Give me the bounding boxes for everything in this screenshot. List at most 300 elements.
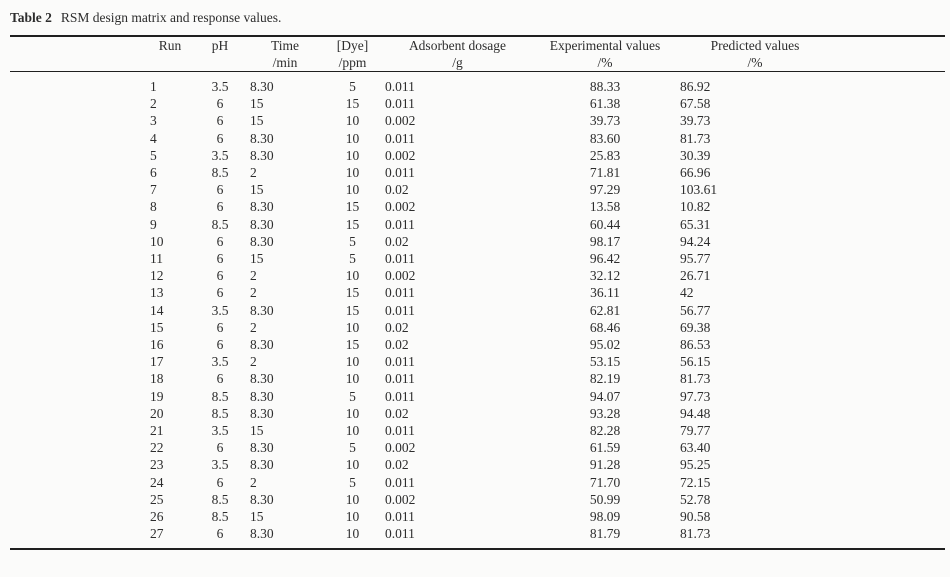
spacer-cell bbox=[830, 72, 945, 96]
cell-predicted: 86.92 bbox=[680, 79, 711, 94]
cell-time: 15 bbox=[250, 251, 264, 267]
spacer-cell bbox=[830, 130, 945, 147]
cell-time: 15 bbox=[250, 423, 264, 439]
cell-time: 8.30 bbox=[250, 130, 274, 146]
cell-ph: 6 bbox=[216, 130, 224, 146]
cell-run: 3 bbox=[150, 113, 157, 129]
cell-predicted: 56.77 bbox=[680, 302, 711, 318]
cell-ph: 8.5 bbox=[211, 388, 229, 404]
cell-predicted: 90.58 bbox=[680, 509, 711, 525]
table-row bbox=[10, 456, 945, 473]
cell-dosage: 0.011 bbox=[385, 354, 415, 370]
spacer-cell bbox=[830, 36, 945, 72]
table-row bbox=[10, 130, 945, 147]
col-header-predicted bbox=[680, 36, 830, 72]
cell-ph: 3.5 bbox=[211, 457, 229, 473]
table-row bbox=[10, 474, 945, 491]
cell-experimental: 61.59 bbox=[589, 440, 621, 456]
table-row bbox=[10, 233, 945, 250]
cell-predicted: 97.73 bbox=[680, 388, 711, 404]
spacer-cell bbox=[830, 250, 945, 267]
spacer-cell bbox=[10, 36, 150, 72]
col-header-experimental-line2: /% bbox=[597, 55, 613, 70]
col-header-time-line1: Time bbox=[270, 38, 299, 53]
cell-time: 8.30 bbox=[250, 440, 274, 456]
cell-run: 13 bbox=[150, 285, 164, 301]
spacer-cell bbox=[830, 164, 945, 181]
cell-ph: 6 bbox=[216, 474, 224, 490]
spacer-cell bbox=[830, 95, 945, 112]
table-row bbox=[10, 439, 945, 456]
spacer-cell bbox=[830, 284, 945, 301]
cell-dye: 15 bbox=[345, 337, 360, 353]
rsm-design-matrix-table bbox=[10, 35, 945, 550]
table-row bbox=[10, 216, 945, 233]
cell-dye: 10 bbox=[345, 130, 360, 146]
spacer-cell bbox=[10, 216, 150, 233]
cell-run: 15 bbox=[150, 319, 164, 335]
cell-dosage: 0.011 bbox=[385, 96, 415, 112]
cell-experimental: 71.81 bbox=[589, 165, 621, 181]
cell-ph: 8.5 bbox=[211, 405, 229, 421]
cell-run: 2 bbox=[150, 96, 157, 112]
cell-predicted: 67.58 bbox=[680, 96, 711, 112]
cell-dosage: 0.011 bbox=[385, 130, 415, 146]
cell-experimental: 39.73 bbox=[589, 113, 621, 129]
spacer-cell bbox=[10, 388, 150, 405]
cell-experimental: 62.81 bbox=[589, 302, 621, 318]
cell-dye: 5 bbox=[349, 251, 356, 267]
table-row bbox=[10, 112, 945, 129]
cell-experimental: 94.07 bbox=[589, 388, 621, 404]
cell-dosage: 0.011 bbox=[385, 165, 415, 181]
cell-experimental: 81.79 bbox=[589, 526, 621, 542]
cell-experimental: 98.09 bbox=[589, 509, 621, 525]
cell-ph: 3.5 bbox=[211, 79, 229, 94]
cell-run: 7 bbox=[150, 182, 157, 198]
spacer-cell bbox=[10, 336, 150, 353]
cell-predicted: 66.96 bbox=[680, 165, 711, 181]
cell-predicted: 26.71 bbox=[680, 268, 711, 284]
cell-experimental: 83.60 bbox=[589, 130, 621, 146]
spacer-cell bbox=[830, 474, 945, 491]
cell-dye: 10 bbox=[345, 182, 360, 198]
table-row bbox=[10, 95, 945, 112]
cell-run: 18 bbox=[150, 371, 164, 387]
spacer-cell bbox=[10, 525, 150, 549]
cell-dye: 5 bbox=[349, 233, 356, 249]
table-row bbox=[10, 250, 945, 267]
spacer-cell bbox=[10, 95, 150, 112]
cell-dye: 10 bbox=[345, 423, 360, 439]
cell-dye: 10 bbox=[345, 405, 360, 421]
cell-time: 8.30 bbox=[250, 491, 274, 507]
cell-dye: 5 bbox=[349, 388, 356, 404]
table-row bbox=[10, 405, 945, 422]
cell-dye: 10 bbox=[345, 319, 360, 335]
cell-experimental: 60.44 bbox=[589, 216, 621, 232]
spacer-cell bbox=[10, 370, 150, 387]
cell-dye: 15 bbox=[345, 199, 360, 215]
cell-predicted: 79.77 bbox=[680, 423, 711, 439]
cell-ph: 6 bbox=[216, 268, 224, 284]
spacer-cell bbox=[10, 233, 150, 250]
cell-experimental: 61.38 bbox=[589, 96, 621, 112]
col-header-ph bbox=[190, 36, 250, 72]
col-header-run bbox=[150, 36, 190, 72]
spacer-cell bbox=[10, 181, 150, 198]
cell-dye: 10 bbox=[345, 457, 360, 473]
cell-predicted: 94.24 bbox=[680, 233, 711, 249]
col-header-run-line1: Run bbox=[158, 38, 182, 53]
cell-dosage: 0.02 bbox=[385, 319, 409, 335]
spacer-cell bbox=[830, 508, 945, 525]
spacer-cell bbox=[10, 267, 150, 284]
cell-predicted: 65.31 bbox=[680, 216, 711, 232]
cell-time: 8.30 bbox=[250, 337, 274, 353]
cell-time: 8.30 bbox=[250, 216, 274, 232]
spacer-cell bbox=[10, 319, 150, 336]
table-row bbox=[10, 336, 945, 353]
cell-predicted: 103.61 bbox=[680, 182, 718, 198]
table-title bbox=[0, 0, 950, 35]
cell-predicted: 42 bbox=[680, 285, 694, 301]
cell-ph: 3.5 bbox=[211, 354, 229, 370]
cell-run: 11 bbox=[150, 251, 163, 267]
col-header-dye-line2: /ppm bbox=[338, 55, 367, 70]
cell-ph: 6 bbox=[216, 96, 224, 112]
col-header-dosage-line1: Adsorbent dosage bbox=[408, 38, 507, 53]
spacer-cell bbox=[10, 508, 150, 525]
spacer-cell bbox=[830, 388, 945, 405]
cell-dye: 10 bbox=[345, 147, 360, 163]
spacer-cell bbox=[10, 198, 150, 215]
cell-time: 15 bbox=[250, 113, 264, 129]
cell-ph: 3.5 bbox=[211, 147, 229, 163]
col-header-dosage bbox=[385, 36, 530, 72]
cell-dosage: 0.011 bbox=[385, 509, 415, 525]
spacer-cell bbox=[10, 491, 150, 508]
spacer-cell bbox=[10, 147, 150, 164]
spacer-cell bbox=[10, 302, 150, 319]
spacer-cell bbox=[10, 439, 150, 456]
cell-experimental: 36.11 bbox=[590, 285, 620, 301]
cell-dosage: 0.002 bbox=[385, 199, 416, 215]
cell-predicted: 56.15 bbox=[680, 354, 711, 370]
cell-dye: 10 bbox=[345, 113, 360, 129]
cell-experimental: 82.28 bbox=[589, 423, 621, 439]
cell-time: 8.30 bbox=[250, 147, 274, 163]
cell-ph: 6 bbox=[216, 526, 224, 542]
cell-experimental: 53.15 bbox=[589, 354, 621, 370]
table-row bbox=[10, 319, 945, 336]
cell-predicted: 39.73 bbox=[680, 113, 711, 129]
col-header-experimental bbox=[530, 36, 680, 72]
cell-run: 25 bbox=[150, 491, 164, 507]
cell-time: 15 bbox=[250, 182, 264, 198]
cell-run: 19 bbox=[150, 388, 164, 404]
spacer-cell bbox=[10, 405, 150, 422]
spacer-cell bbox=[830, 422, 945, 439]
header-row bbox=[10, 36, 945, 72]
cell-dosage: 0.002 bbox=[385, 440, 416, 456]
cell-predicted: 52.78 bbox=[680, 491, 711, 507]
cell-dye: 15 bbox=[345, 302, 360, 318]
cell-run: 24 bbox=[150, 474, 164, 490]
col-header-time bbox=[250, 36, 320, 72]
cell-run: 5 bbox=[150, 147, 157, 163]
spacer-cell bbox=[830, 112, 945, 129]
cell-dosage: 0.002 bbox=[385, 491, 416, 507]
spacer-cell bbox=[830, 233, 945, 250]
table-row bbox=[10, 147, 945, 164]
cell-run: 1 bbox=[150, 79, 157, 94]
cell-dosage: 0.002 bbox=[385, 147, 416, 163]
cell-ph: 6 bbox=[216, 337, 224, 353]
cell-ph: 6 bbox=[216, 233, 224, 249]
cell-dosage: 0.011 bbox=[385, 285, 415, 301]
cell-dosage: 0.011 bbox=[385, 371, 415, 387]
cell-time: 2 bbox=[250, 354, 257, 370]
cell-experimental: 71.70 bbox=[589, 474, 621, 490]
cell-time: 15 bbox=[250, 509, 264, 525]
cell-ph: 6 bbox=[216, 251, 224, 267]
cell-time: 8.30 bbox=[250, 199, 274, 215]
spacer-cell bbox=[830, 525, 945, 549]
table-row bbox=[10, 284, 945, 301]
cell-time: 8.30 bbox=[250, 233, 274, 249]
cell-dosage: 0.02 bbox=[385, 457, 409, 473]
cell-run: 27 bbox=[150, 526, 164, 542]
table-header bbox=[10, 36, 945, 72]
cell-experimental: 82.19 bbox=[589, 371, 621, 387]
table-row bbox=[10, 72, 945, 96]
cell-dosage: 0.011 bbox=[385, 302, 415, 318]
cell-ph: 8.5 bbox=[211, 216, 229, 232]
cell-time: 8.30 bbox=[250, 457, 274, 473]
spacer-cell bbox=[830, 319, 945, 336]
cell-predicted: 10.82 bbox=[680, 199, 711, 215]
cell-run: 21 bbox=[150, 423, 164, 439]
col-header-run-line2 bbox=[150, 54, 190, 71]
cell-dosage: 0.011 bbox=[385, 526, 415, 542]
spacer-cell bbox=[10, 112, 150, 129]
col-header-dosage-line2: /g bbox=[452, 55, 463, 70]
table-label: Table 2 bbox=[10, 10, 52, 25]
table-row bbox=[10, 164, 945, 181]
cell-predicted: 30.39 bbox=[680, 147, 711, 163]
cell-ph: 6 bbox=[216, 285, 224, 301]
cell-run: 16 bbox=[150, 337, 164, 353]
cell-predicted: 95.77 bbox=[680, 251, 711, 267]
cell-predicted: 95.25 bbox=[680, 457, 711, 473]
cell-predicted: 81.73 bbox=[680, 130, 711, 146]
cell-dye: 15 bbox=[345, 285, 360, 301]
spacer-cell bbox=[10, 72, 150, 96]
cell-experimental: 97.29 bbox=[589, 182, 621, 198]
col-header-predicted-line1: Predicted values bbox=[710, 38, 800, 53]
spacer-cell bbox=[10, 250, 150, 267]
cell-time: 2 bbox=[250, 268, 257, 284]
table-row bbox=[10, 525, 945, 549]
cell-predicted: 86.53 bbox=[680, 337, 711, 353]
cell-time: 2 bbox=[250, 285, 257, 301]
cell-dye: 10 bbox=[345, 509, 360, 525]
cell-predicted: 63.40 bbox=[680, 440, 711, 456]
cell-ph: 6 bbox=[216, 371, 224, 387]
spacer-cell bbox=[830, 198, 945, 215]
cell-experimental: 95.02 bbox=[589, 337, 621, 353]
cell-predicted: 81.73 bbox=[680, 526, 711, 542]
cell-dosage: 0.002 bbox=[385, 113, 416, 129]
cell-time: 15 bbox=[250, 96, 264, 112]
cell-run: 12 bbox=[150, 268, 164, 284]
table-row bbox=[10, 388, 945, 405]
cell-dosage: 0.002 bbox=[385, 268, 416, 284]
cell-dye: 10 bbox=[345, 165, 360, 181]
cell-dosage: 0.02 bbox=[385, 337, 409, 353]
spacer-cell bbox=[830, 147, 945, 164]
cell-dye: 10 bbox=[345, 371, 360, 387]
table-caption: RSM design matrix and response values. bbox=[60, 10, 282, 25]
cell-time: 8.30 bbox=[250, 526, 274, 542]
cell-dye: 5 bbox=[349, 440, 356, 456]
table-body bbox=[10, 72, 945, 550]
cell-predicted: 69.38 bbox=[680, 319, 711, 335]
cell-run: 23 bbox=[150, 457, 164, 473]
cell-dye: 10 bbox=[345, 526, 360, 542]
cell-experimental: 88.33 bbox=[589, 79, 621, 94]
spacer-cell bbox=[830, 302, 945, 319]
cell-dosage: 0.011 bbox=[385, 251, 415, 267]
spacer-cell bbox=[10, 164, 150, 181]
cell-dosage: 0.011 bbox=[385, 79, 415, 94]
cell-run: 14 bbox=[150, 302, 164, 318]
cell-dosage: 0.011 bbox=[385, 423, 415, 439]
cell-time: 8.30 bbox=[250, 302, 274, 318]
cell-experimental: 25.83 bbox=[589, 147, 621, 163]
cell-ph: 3.5 bbox=[211, 302, 229, 318]
cell-ph: 3.5 bbox=[211, 423, 229, 439]
cell-time: 2 bbox=[250, 165, 257, 181]
cell-experimental: 13.58 bbox=[589, 199, 621, 215]
cell-ph: 6 bbox=[216, 199, 224, 215]
spacer-cell bbox=[830, 181, 945, 198]
col-header-predicted-line2: /% bbox=[747, 55, 763, 70]
cell-ph: 8.5 bbox=[211, 165, 229, 181]
spacer-cell bbox=[830, 336, 945, 353]
cell-ph: 6 bbox=[216, 319, 224, 335]
cell-dosage: 0.011 bbox=[385, 474, 415, 490]
cell-experimental: 91.28 bbox=[589, 457, 621, 473]
cell-run: 17 bbox=[150, 354, 164, 370]
cell-ph: 6 bbox=[216, 440, 224, 456]
spacer-cell bbox=[10, 130, 150, 147]
col-header-ph-line1: pH bbox=[211, 38, 229, 53]
table-row bbox=[10, 508, 945, 525]
spacer-cell bbox=[830, 491, 945, 508]
cell-predicted: 72.15 bbox=[680, 474, 711, 490]
cell-experimental: 50.99 bbox=[589, 491, 621, 507]
spacer-cell bbox=[830, 216, 945, 233]
spacer-cell bbox=[830, 439, 945, 456]
cell-time: 2 bbox=[250, 474, 257, 490]
spacer-cell bbox=[830, 353, 945, 370]
cell-run: 20 bbox=[150, 405, 164, 421]
cell-dye: 10 bbox=[345, 354, 360, 370]
cell-dye: 5 bbox=[349, 79, 356, 94]
cell-dosage: 0.011 bbox=[385, 216, 415, 232]
cell-dye: 15 bbox=[345, 96, 360, 112]
cell-dosage: 0.011 bbox=[385, 388, 415, 404]
cell-time: 2 bbox=[250, 319, 257, 335]
cell-experimental: 98.17 bbox=[589, 233, 621, 249]
col-header-experimental-line1: Experimental values bbox=[549, 38, 661, 53]
cell-experimental: 32.12 bbox=[589, 268, 621, 284]
table-row bbox=[10, 353, 945, 370]
cell-run: 4 bbox=[150, 130, 157, 146]
cell-run: 22 bbox=[150, 440, 164, 456]
spacer-cell bbox=[830, 267, 945, 284]
table-row bbox=[10, 198, 945, 215]
spacer-cell bbox=[10, 353, 150, 370]
cell-run: 26 bbox=[150, 509, 164, 525]
cell-experimental: 68.46 bbox=[589, 319, 621, 335]
cell-experimental: 93.28 bbox=[589, 405, 621, 421]
cell-dye: 10 bbox=[345, 268, 360, 284]
cell-ph: 8.5 bbox=[211, 509, 229, 525]
spacer-cell bbox=[830, 405, 945, 422]
cell-time: 8.30 bbox=[250, 79, 274, 94]
cell-time: 8.30 bbox=[250, 405, 274, 421]
cell-predicted: 81.73 bbox=[680, 371, 711, 387]
cell-run: 9 bbox=[150, 216, 157, 232]
cell-run: 6 bbox=[150, 165, 157, 181]
cell-dosage: 0.02 bbox=[385, 182, 409, 198]
table-row bbox=[10, 370, 945, 387]
table-row bbox=[10, 491, 945, 508]
spacer-cell bbox=[10, 456, 150, 473]
cell-experimental: 96.42 bbox=[589, 251, 621, 267]
cell-dosage: 0.02 bbox=[385, 233, 409, 249]
cell-ph: 6 bbox=[216, 182, 224, 198]
cell-dye: 5 bbox=[349, 474, 356, 490]
cell-ph: 6 bbox=[216, 113, 224, 129]
table-row bbox=[10, 302, 945, 319]
table-row bbox=[10, 181, 945, 198]
spacer-cell bbox=[830, 456, 945, 473]
col-header-dye-line1: [Dye] bbox=[336, 38, 369, 53]
table-row bbox=[10, 422, 945, 439]
cell-run: 8 bbox=[150, 199, 157, 215]
cell-dye: 15 bbox=[345, 216, 360, 232]
col-header-time-line2: /min bbox=[272, 55, 298, 70]
cell-dye: 10 bbox=[345, 491, 360, 507]
cell-time: 8.30 bbox=[250, 388, 274, 404]
col-header-dye bbox=[320, 36, 385, 72]
spacer-cell bbox=[10, 474, 150, 491]
cell-dosage: 0.02 bbox=[385, 405, 409, 421]
table-row bbox=[10, 267, 945, 284]
cell-predicted: 94.48 bbox=[680, 405, 711, 421]
col-header-ph-line2 bbox=[190, 54, 250, 71]
spacer-cell bbox=[10, 422, 150, 439]
cell-ph: 8.5 bbox=[211, 491, 229, 507]
cell-run: 10 bbox=[150, 233, 164, 249]
spacer-cell bbox=[830, 370, 945, 387]
cell-time: 8.30 bbox=[250, 371, 274, 387]
spacer-cell bbox=[10, 284, 150, 301]
